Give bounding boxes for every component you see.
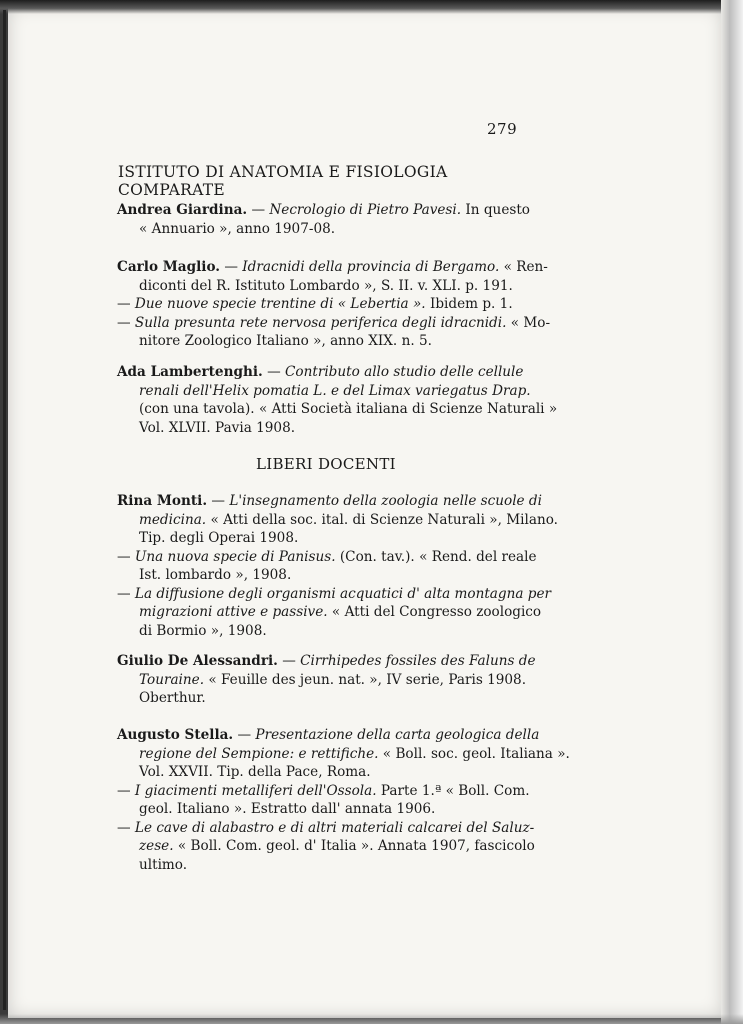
citation-text: « Atti del Congresso zoologico <box>327 604 542 620</box>
dash: — <box>247 202 270 218</box>
page-bottom-edge <box>0 1014 743 1024</box>
section-subheading: LIBERI DOCENTI <box>256 455 396 473</box>
citation-text: « Boll. Com. geol. d' Italia ». Annata 1907, fascicolo <box>173 838 535 854</box>
page-right-edge <box>721 0 743 1024</box>
entry-maglio <box>117 258 551 351</box>
work-title: regione del Sempione: e rettifiche. <box>139 745 379 762</box>
work-title: migrazioni attive e passive. <box>139 604 328 620</box>
entry-line: « Annuario », anno 1907-08. <box>139 220 336 237</box>
dash: — <box>117 548 135 565</box>
section-heading: ISTITUTO DI ANATOMIA E FISIOLOGIA COMPARATE <box>118 163 448 199</box>
citation-text: « Boll. soc. geol. Italiana ». <box>378 745 570 762</box>
entry-giardina <box>117 201 530 238</box>
entry-line <box>117 295 527 314</box>
entry-line: di Bormio », 1908. <box>139 622 267 639</box>
author-name: Augusto Stella. <box>117 727 234 743</box>
work-title: La diffusione degli organismi acquatici d' alta montagna per <box>134 585 552 602</box>
work-title: Cirrhipedes fossiles des Faluns de <box>300 653 536 669</box>
dash: — <box>220 259 243 275</box>
work-title: Presentazione della carta geologica della <box>255 727 540 743</box>
work-title: L'insegnamento della zoologia nelle scuole di <box>229 493 542 509</box>
entry-line <box>117 603 542 622</box>
entry-alessandri <box>117 652 536 708</box>
author-name: Carlo Maglio. <box>117 259 221 275</box>
work-title: Le cave di alabastro e di altri materiali calcarei del Saluz- <box>134 819 535 836</box>
entry-line: ultimo. <box>139 856 188 873</box>
entry-line <box>117 585 552 604</box>
entry-line <box>117 726 540 745</box>
dash: — <box>117 819 135 836</box>
entry-line <box>117 837 535 856</box>
entry-line <box>117 548 537 567</box>
dash: — <box>117 585 135 602</box>
entry-line: diconti del R. Istituto Lombardo », S. II. v. XLI. p. 191. <box>139 277 513 294</box>
author-name: Giulio De Alessandri. <box>117 653 278 669</box>
entry-line <box>117 258 548 277</box>
entry-line: (con una tavola). « Atti Società italiana di Scienze Naturali » <box>139 401 558 417</box>
dash: — <box>233 727 256 743</box>
entry-line <box>117 492 542 511</box>
entry-line <box>117 745 570 764</box>
entry-line <box>117 363 527 382</box>
citation-text: Parte 1.ª « Boll. Com. <box>376 782 530 799</box>
work-title: I giacimenti metalliferi dell'Ossola. <box>134 782 377 799</box>
entry-line <box>117 652 536 671</box>
work-title: Necrologio di Pietro Pavesi. <box>269 202 462 218</box>
work-title: Contributo allo studio delle cellule <box>285 364 524 380</box>
dash: — <box>207 493 230 509</box>
entry-line: nitore Zoologico Italiano », anno XIX. n. 5. <box>139 333 432 349</box>
entry-line: Vol. XXVII. Tip. della Pace, Roma. <box>139 764 371 780</box>
entry-line: Vol. XLVII. Pavia 1908. <box>139 419 296 436</box>
work-title: Touraine. <box>139 671 205 688</box>
entry-monti <box>117 492 558 640</box>
work-title: Una nuova specie di Panisus. <box>134 548 336 565</box>
page-top-edge <box>0 0 743 14</box>
entry-line <box>117 511 558 530</box>
author-name: Rina Monti. <box>117 493 208 509</box>
entry-stella <box>117 726 570 874</box>
entry-line: Oberthur. <box>139 690 206 706</box>
entry-lambertenghi <box>117 363 558 437</box>
citation-text: « Atti della soc. ital. di Scienze Naturali », Milano. <box>206 511 558 528</box>
work-title: Due nuove specie trentine di « Lebertia ». <box>134 296 426 312</box>
work-title: Sulla presunta rete nervosa periferica degli idracnidi. <box>134 314 507 331</box>
entry-line: geol. Italiano ». Estratto dall' annata 1906. <box>139 801 436 817</box>
entry-line <box>117 819 535 838</box>
author-name: Andrea Giardina. <box>117 202 248 218</box>
entry-line <box>117 314 551 333</box>
entry-line <box>117 201 530 220</box>
work-title: Idracnidi della provincia di Bergamo. <box>242 259 500 275</box>
entry-line: Tip. degli Operai 1908. <box>139 530 299 546</box>
entry-line: renali dell'Helix pomatia L. e del Limax variegatus Drap. <box>139 382 531 399</box>
citation-text: « Ren- <box>499 259 548 275</box>
dash: — <box>117 296 135 312</box>
citation-text: In questo <box>461 202 530 218</box>
citation-text: (Con. tav.). « Rend. del reale <box>335 548 537 565</box>
page-number: 279 <box>487 120 518 138</box>
book-spine <box>3 10 6 1010</box>
entry-line <box>117 671 527 690</box>
entry-line <box>117 782 530 801</box>
dash: — <box>117 782 135 799</box>
citation-text: « Mo- <box>506 314 551 331</box>
dash: — <box>262 364 286 380</box>
citation-text: « Feuille des jeun. nat. », IV serie, Paris 1908. <box>204 671 527 688</box>
citation-text: Ibidem p. 1. <box>425 296 513 312</box>
entry-line: Ist. lombardo », 1908. <box>139 567 292 583</box>
work-title: zese. <box>139 838 174 854</box>
dash: — <box>117 314 135 331</box>
dash: — <box>277 653 301 669</box>
author-name: Ada Lambertenghi. <box>117 364 263 380</box>
work-title: medicina. <box>139 511 207 528</box>
